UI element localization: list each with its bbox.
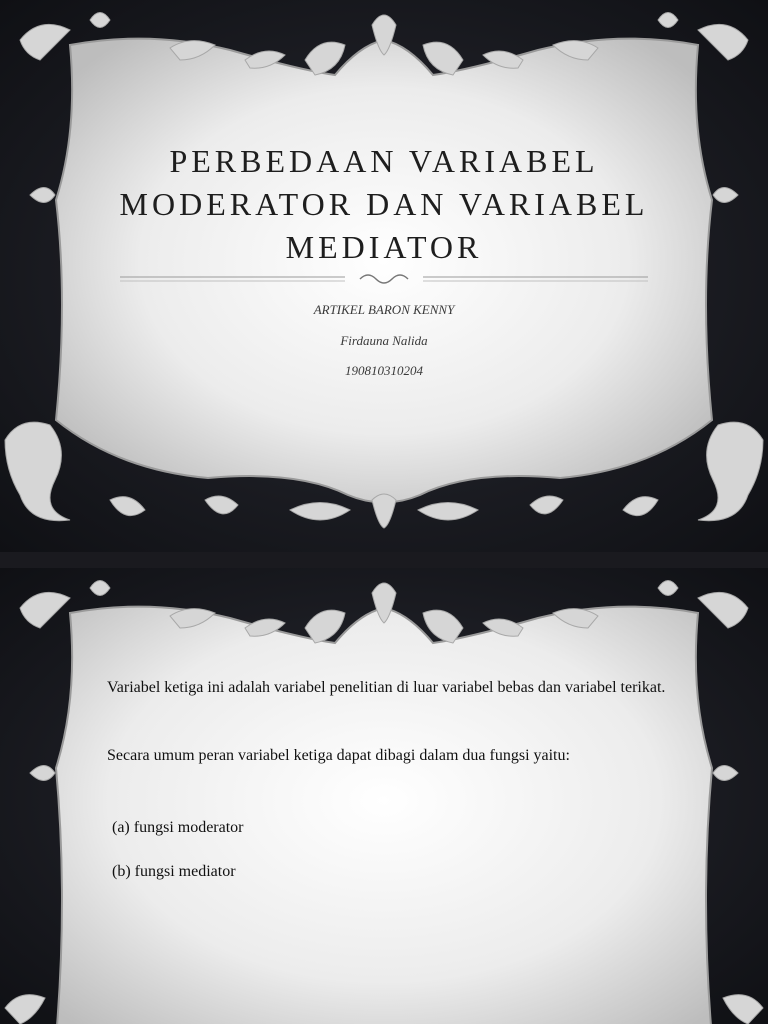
subtitle-student-id: 190810310204 [345, 363, 423, 378]
subtitle-article: ARTIKEL BARON KENNY [313, 302, 455, 317]
paragraph-definition: Variabel ketiga ini adalah variabel penelitian di luar variabel bebas dan variabel terikat. [107, 679, 666, 696]
subtitle-author: Firdauna Nalida [340, 333, 428, 348]
paragraph-roles: Secara umum peran variabel ketiga dapat dibagi dalam dua fungsi yaitu: [107, 747, 570, 764]
title-divider [110, 270, 658, 288]
slide-2 [0, 568, 768, 1024]
list-item-moderator: (a) fungsi moderator [112, 819, 244, 836]
list-item-mediator: (b) fungsi mediator [112, 863, 236, 880]
ornate-frame [0, 568, 768, 1024]
flourish-icon [360, 275, 408, 283]
slide-title: PERBEDAAN VARIABEL MODERATOR DAN VARIABEL MEDIATOR [119, 143, 649, 265]
